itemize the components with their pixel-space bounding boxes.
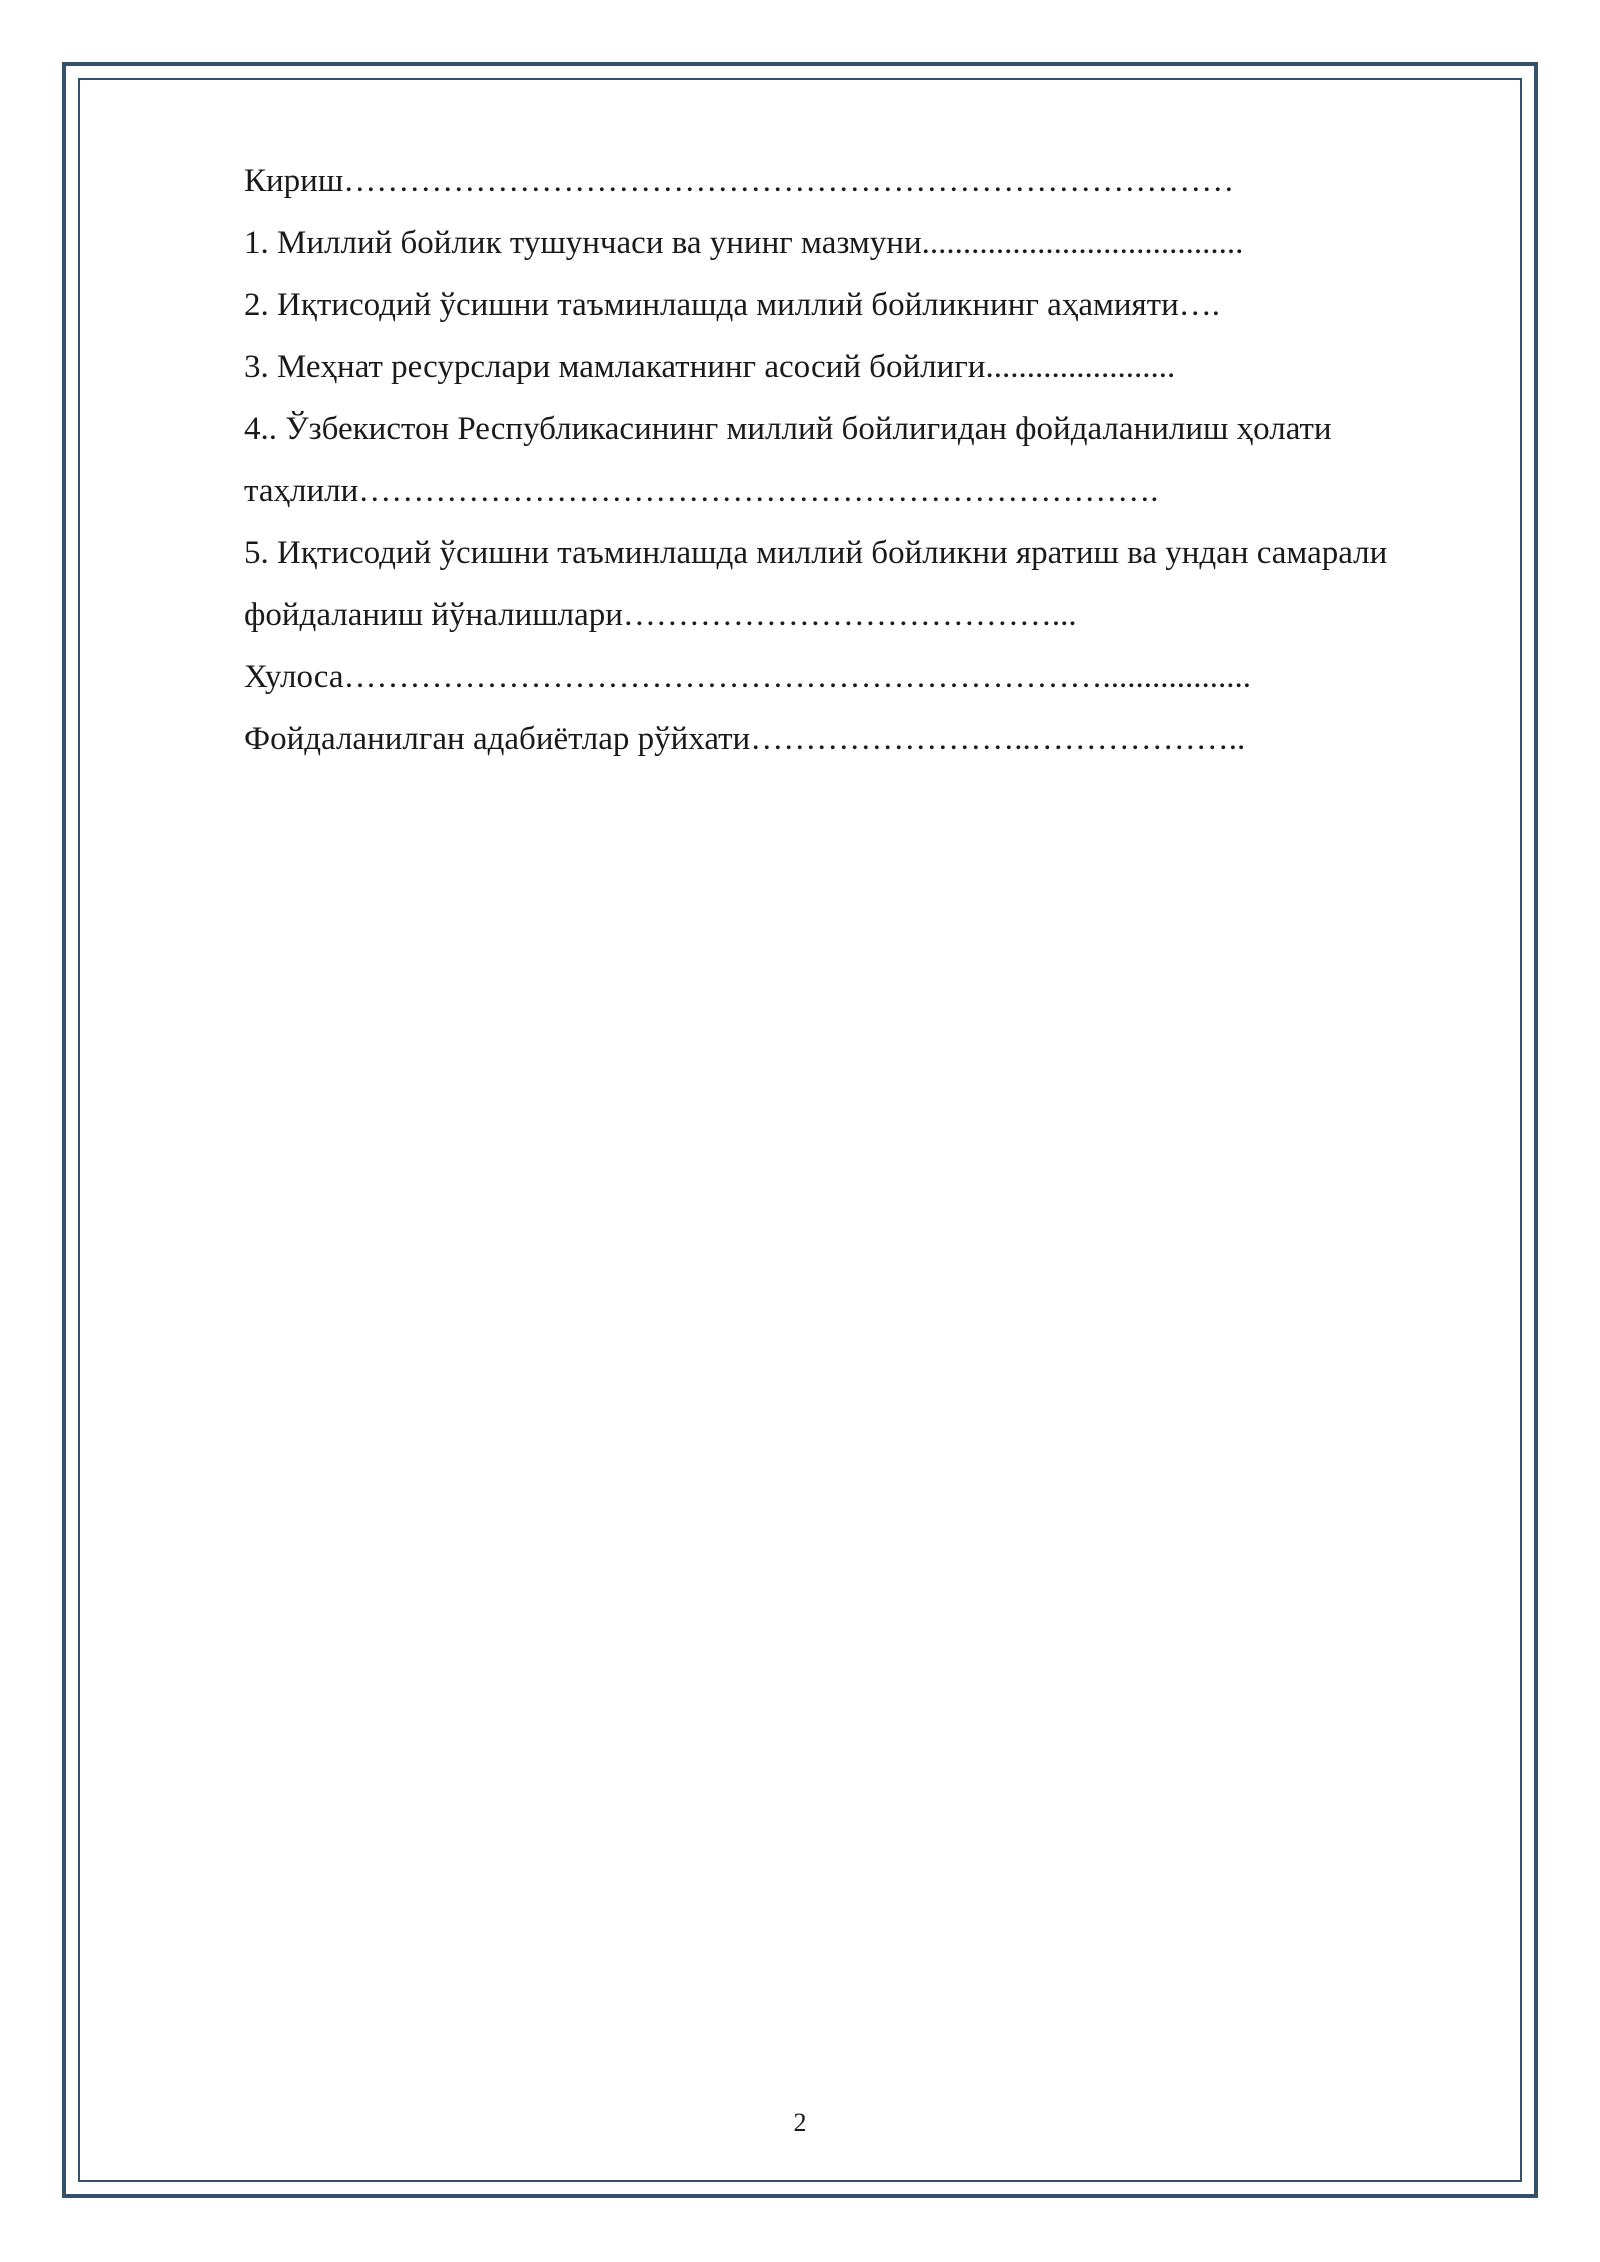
page-number: 2 — [793, 2108, 807, 2137]
toc-entry-conclusion: Хулоса…………………………………………………………….................. — [244, 659, 1251, 695]
table-of-contents — [244, 150, 1424, 770]
toc-entry-2: 2. Иқтисодий ўсишни таъминлашда миллий бойликнинг аҳамияти…. — [244, 287, 1221, 323]
toc-entry-3: 3. Меҳнат ресурслари мамлакатнинг асосий бойлиги....................... — [244, 349, 1176, 385]
toc-entry-5: 5. Иқтисодий ўсишни таъминлашда миллий бойликни яратиш ва ундан самарали фойдаланиш йўналишлари…………………………………... — [244, 535, 1396, 633]
toc-entry-4: 4.. Ўзбекистон Республикасининг миллий бойлигидан фойдаланилиш ҳолати таҳлили………………………………………………………………. — [244, 411, 1340, 509]
toc-entry-references: Фойдаланилган адабиётлар рўйхати……………………..……………….. — [244, 721, 1246, 757]
toc-entry-1: 1. Миллий бойлик тушунчаси ва унинг мазмуни....................................... — [244, 225, 1244, 261]
toc-entry-introduction: Кириш……………………………………………………………………… — [244, 163, 1235, 199]
